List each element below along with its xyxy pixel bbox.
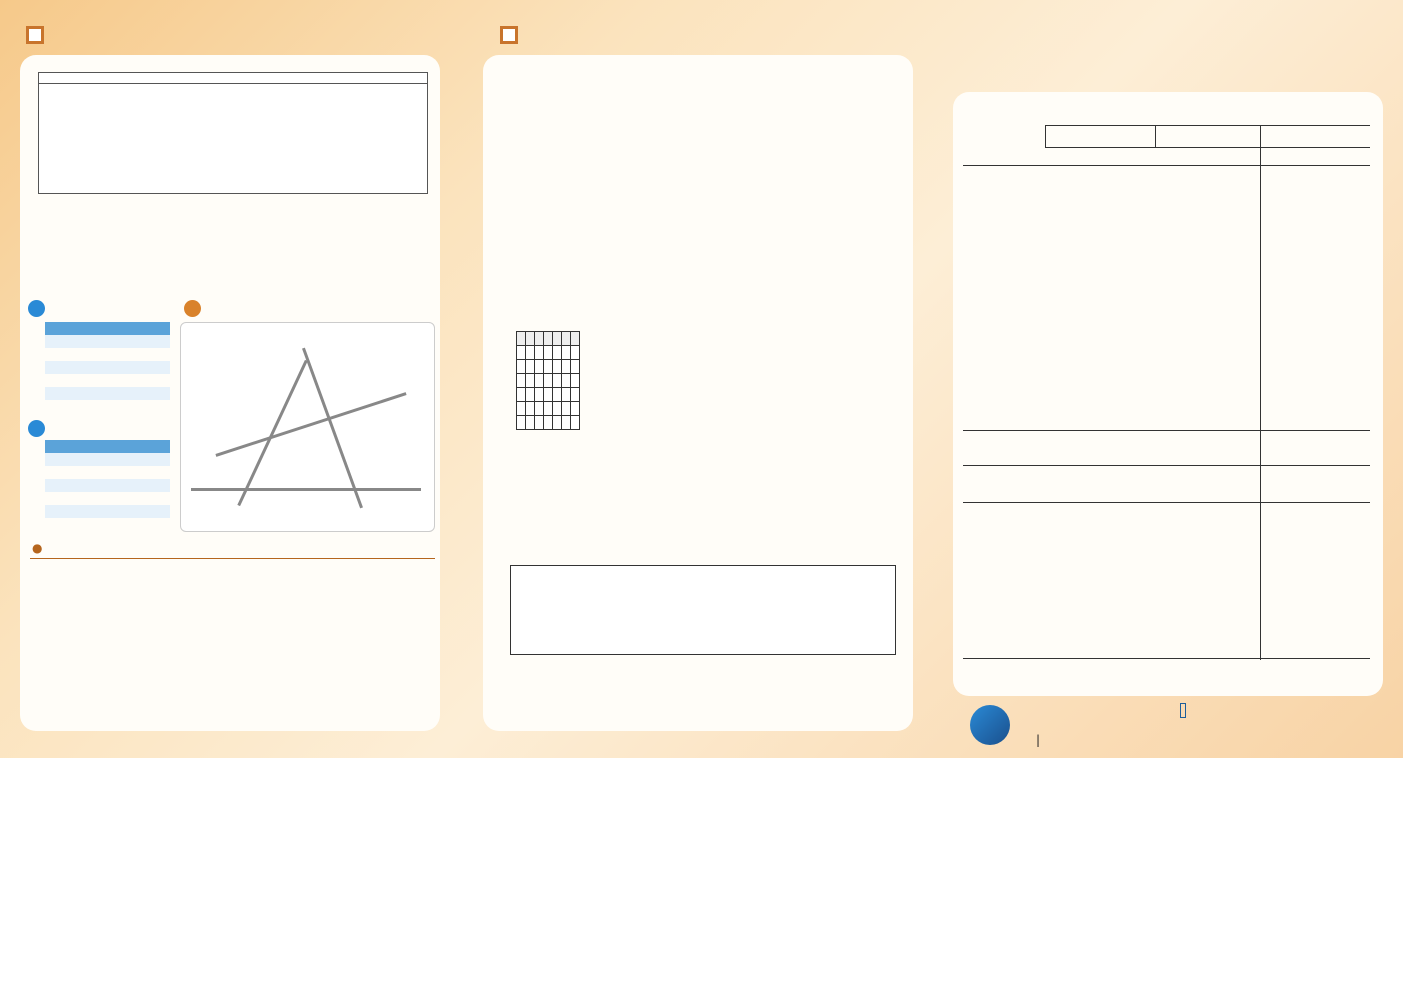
- map-road: [237, 360, 307, 506]
- table-cell: [517, 374, 526, 388]
- table-cell: [535, 416, 544, 430]
- table-cell: [45, 335, 108, 348]
- table-cell: [553, 416, 562, 430]
- table-header: [571, 332, 580, 346]
- table-cell: [535, 346, 544, 360]
- table-cell: [108, 361, 171, 374]
- table-row: [517, 374, 580, 388]
- table-cell: [562, 346, 571, 360]
- table-cell: [553, 402, 562, 416]
- table-cell: [544, 360, 553, 374]
- table-cell: [108, 400, 171, 413]
- dream-heading: [28, 420, 47, 440]
- table-row: [45, 479, 170, 492]
- table-cell: [108, 466, 171, 479]
- table-cell: [45, 453, 108, 466]
- table-cell: [108, 335, 171, 348]
- map-road: [302, 348, 363, 509]
- table-cell: [108, 479, 171, 492]
- table-row: [45, 466, 170, 479]
- table-header: [553, 332, 562, 346]
- notice-list: [39, 84, 427, 104]
- table-cell: [553, 360, 562, 374]
- table-cell: [535, 402, 544, 416]
- church-emblem-icon: [970, 705, 1010, 745]
- table-cell: [45, 348, 108, 361]
- table-row: [45, 348, 170, 361]
- table-cell: [571, 346, 580, 360]
- table-cell: [571, 360, 580, 374]
- table-cell: [45, 387, 108, 400]
- table-cell: [108, 453, 171, 466]
- table-cell: [544, 346, 553, 360]
- table-cell: [526, 416, 535, 430]
- table-cell: [571, 388, 580, 402]
- table-cell: [108, 492, 171, 505]
- table-row: [517, 360, 580, 374]
- table-header: [45, 440, 108, 453]
- table-header-row: [517, 332, 580, 346]
- table-row: [45, 361, 170, 374]
- rule-line: [1155, 125, 1156, 147]
- table-row: [45, 492, 170, 505]
- table-cell: [544, 388, 553, 402]
- table-cell: [45, 505, 108, 518]
- table-cell: [562, 402, 571, 416]
- table-header-row: [45, 440, 170, 453]
- rule-line: [963, 465, 1370, 466]
- rule-line: [963, 658, 1370, 659]
- footer-zip: [1180, 703, 1186, 718]
- table-cell: [517, 360, 526, 374]
- table-header: [544, 332, 553, 346]
- table-cell: [45, 466, 108, 479]
- table-row: [45, 335, 170, 348]
- worship-head-lead: [28, 300, 45, 317]
- table-row: [517, 416, 580, 430]
- table-cell: [526, 360, 535, 374]
- table-cell: [108, 348, 171, 361]
- table-cell: [45, 361, 108, 374]
- table-cell: [553, 388, 562, 402]
- table-header: [526, 332, 535, 346]
- worship-times-table: [45, 322, 170, 413]
- table-cell: [45, 374, 108, 387]
- table-header: [108, 322, 171, 335]
- table-cell: [571, 402, 580, 416]
- rule-line: [1045, 147, 1370, 148]
- table-cell: [562, 374, 571, 388]
- dream-head-lead: [28, 420, 45, 437]
- servers-heading: ●: [32, 541, 43, 555]
- table-cell: [544, 402, 553, 416]
- table-cell: [553, 346, 562, 360]
- table-cell: [108, 374, 171, 387]
- table-row: [517, 346, 580, 360]
- table-header: [108, 440, 171, 453]
- table-cell: [526, 374, 535, 388]
- table-cell: [562, 388, 571, 402]
- table-cell: [108, 505, 171, 518]
- directions-map: [180, 322, 435, 532]
- rule-line: [963, 165, 1370, 166]
- worship-times-heading: [28, 300, 47, 320]
- table-cell: [517, 346, 526, 360]
- map-road: [191, 488, 421, 491]
- table-header: [517, 332, 526, 346]
- table-cell: [562, 416, 571, 430]
- table-cell: [108, 518, 171, 531]
- dream-table: [45, 440, 170, 531]
- table-cell: [526, 402, 535, 416]
- table-cell: [544, 374, 553, 388]
- table-cell: [517, 416, 526, 430]
- table-cell: [517, 388, 526, 402]
- rule-line: [1045, 125, 1370, 126]
- table-cell: [45, 518, 108, 531]
- table-header: [535, 332, 544, 346]
- right-panel: [953, 92, 1383, 696]
- square-icon: [500, 26, 518, 44]
- rule-line: [1045, 125, 1046, 147]
- students-box: [510, 565, 896, 655]
- table-cell: [544, 416, 553, 430]
- table-row: [517, 388, 580, 402]
- table-header: [562, 332, 571, 346]
- table-row: [45, 387, 170, 400]
- table-cell: [517, 402, 526, 416]
- table-cell: [535, 374, 544, 388]
- footer: [970, 700, 1380, 752]
- directions-heading: [184, 300, 203, 320]
- church-news-title: [500, 26, 523, 44]
- table-cell: [571, 374, 580, 388]
- footer-address: [1180, 704, 1186, 717]
- table-cell: [45, 479, 108, 492]
- table-cell: [45, 400, 108, 413]
- rule-line: [963, 502, 1370, 503]
- table-cell: [535, 360, 544, 374]
- table-cell: [553, 374, 562, 388]
- table-header: [45, 322, 108, 335]
- table-cell: [45, 492, 108, 505]
- table-row: [45, 400, 170, 413]
- new-family-title: [26, 26, 49, 44]
- table-cell: [562, 360, 571, 374]
- table-row: [45, 453, 170, 466]
- table-row: [45, 518, 170, 531]
- table-header-row: [45, 322, 170, 335]
- footer-pastor: |: [1036, 733, 1041, 747]
- church-logo: [965, 50, 971, 78]
- square-icon: [26, 26, 44, 44]
- map-road: [215, 392, 406, 457]
- table-cell: [571, 416, 580, 430]
- table-cell: [526, 388, 535, 402]
- map-head-lead: [184, 300, 201, 317]
- servers-divider: [30, 558, 435, 559]
- table-cell: [526, 346, 535, 360]
- table-cell: [108, 387, 171, 400]
- rule-line: [1260, 125, 1261, 660]
- notice-box: [38, 72, 428, 194]
- table-row: [45, 505, 170, 518]
- table-row: [45, 374, 170, 387]
- bible-reading-table: [516, 331, 580, 430]
- table-row: [517, 402, 580, 416]
- notice-title: [39, 73, 427, 84]
- rule-line: [963, 430, 1370, 431]
- table-cell: [535, 388, 544, 402]
